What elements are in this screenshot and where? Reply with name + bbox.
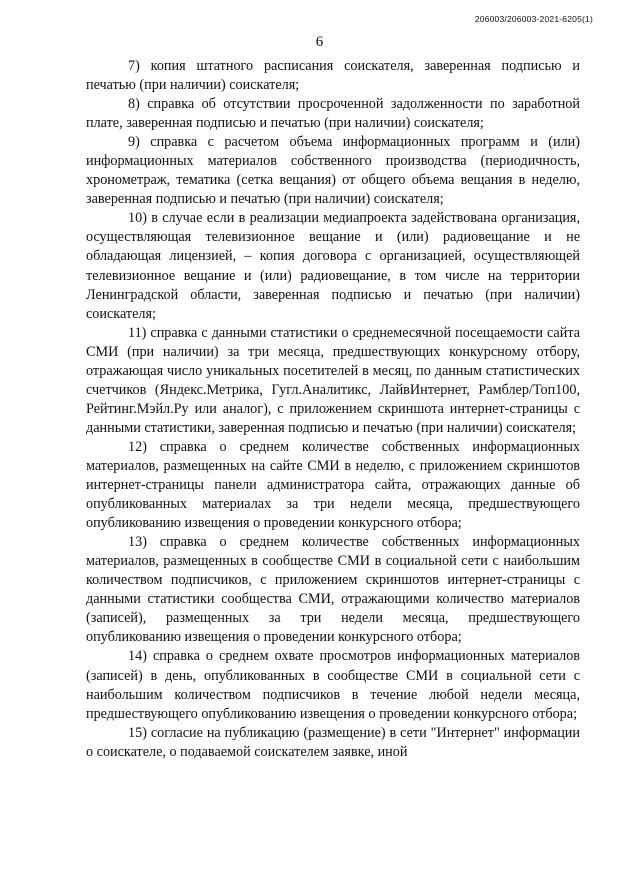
paragraph-item-7: 7) копия штатного расписания соискателя, заверенная подписью и печатью (при наличии) соискателя;: [86, 58, 580, 94]
page-number: 6: [315, 34, 324, 50]
paragraph-item-10: 10) в случае если в реализации медиапроекта задействована организация, осуществляющая телевизионное вещание и (или) радиовещание и не обладающая лицензией, – копия договора с организацией, осуществляющей телевизионное вещание и (или) радиовещание, в том числе на территории Ленинградской области, заверенная подписью и печатью (при наличии) соискателя;: [86, 210, 580, 322]
document-id: 206003/206003-2021-6205(1): [474, 14, 593, 24]
document-body: [86, 57, 580, 762]
paragraph-item-9: 9) справка с расчетом объема информационных программ и (или) информационных материалов собственного производства (периодичность, хронометраж, тематика (сетка вещания) от общего объема вещания в неделю, заверенная подписью и печатью (при наличии) соискателя;: [86, 134, 580, 208]
paragraph-item-12: 12) справка о среднем количестве собственных информационных материалов, размещенных на сайте СМИ в неделю, с приложением скриншотов интернет-страницы панели администратора сайта, отражающих данные об опубликованных материалах за три недели месяца, предшествующего опубликованию извещения о проведении конкурсного отбора;: [86, 438, 580, 532]
paragraph-item-13: 13) справка о среднем количестве собственных информационных материалов, размещенных в сообществе СМИ в социальной сети с наибольшим количеством подписчиков, с приложением скриншотов интернет-страницы с данными статистики сообщества СМИ, отражающими количество материалов (записей), размещенных за три недели месяца, предшествующего опубликованию извещения о проведении конкурсного отбора;: [86, 534, 580, 646]
paragraph-item-8: 8) справка об отсутствии просроченной задолженности по заработной плате, заверенная подписью и печатью (при наличии) соискателя;: [86, 96, 580, 132]
paragraph-item-15: 15) согласие на публикацию (размещение) в сети "Интернет" информации о соискателе, о подаваемой соискателем заявке, иной: [86, 724, 580, 760]
paragraph-item-14: 14) справка о среднем охвате просмотров информационных материалов (записей) в день, опубликованных в сообществе СМИ в социальной сети с наибольшим количеством подписчиков в течение любой недели месяца, предшествующего опубликованию извещения о проведении конкурсного отбора;: [86, 648, 580, 722]
paragraph-item-11: 11) справка с данными статистики о среднемесячной посещаемости сайта СМИ (при наличии) за три месяца, предшествующих конкурсному отбору, отражающая число уникальных посетителей в месяц, по данным статистических счетчиков (Яндекс.Метрика, Гугл.Аналитикс, ЛайвИнтернет, Рамблер/Топ100, Рейтинг.Мэйл.Ру или аналог), с приложением скриншота интернет-страницы с данными статистики, заверенная подписью и печатью (при наличии) соискателя;: [86, 324, 580, 436]
